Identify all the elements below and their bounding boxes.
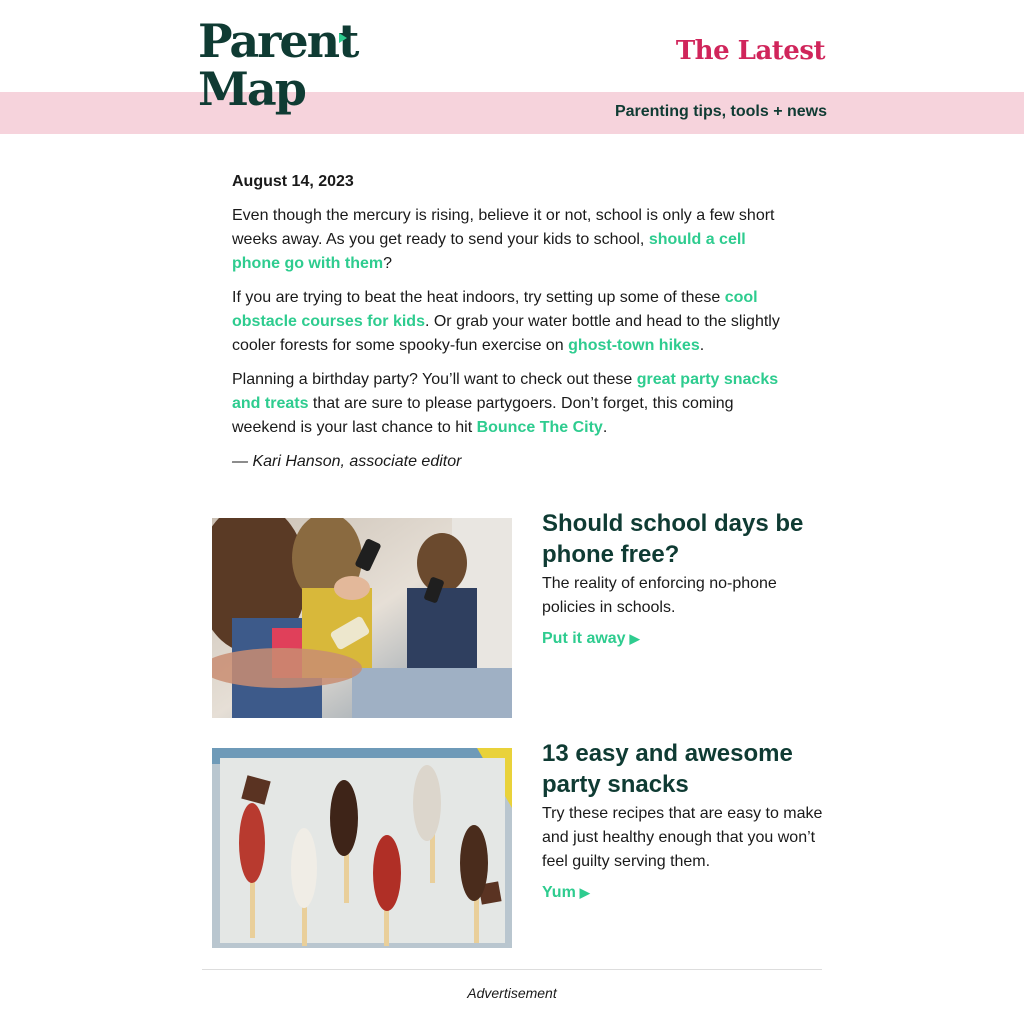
paragraph-text: ?: [383, 255, 392, 272]
party-snacks-image[interactable]: [212, 748, 512, 948]
play-arrow-icon: [339, 33, 347, 43]
bounce-the-city-link[interactable]: Bounce The City: [476, 419, 603, 436]
parentmap-logo[interactable]: [198, 14, 358, 122]
article-description: Try these recipes that are easy to make and just healthy enough that you won’t feel guilty serving them.: [542, 805, 823, 870]
students-phones-image[interactable]: [212, 518, 512, 718]
ghost-town-hikes-link[interactable]: ghost-town hikes: [568, 337, 700, 354]
paragraph-text: .: [602, 419, 608, 436]
intro-letter: [232, 170, 792, 474]
logo-text-parent: Parent: [198, 14, 358, 68]
play-arrow-icon: ▶: [629, 631, 640, 646]
section-title: The Latest: [675, 36, 825, 66]
party-snacks-link[interactable]: great party snacks and treats: [232, 371, 779, 412]
article-description: The reality of enforcing no-phone policies in schools.: [542, 575, 777, 616]
intro-paragraph-2: [232, 286, 792, 358]
paragraph-text: .: [699, 337, 705, 354]
newsletter-header: [0, 0, 1024, 134]
paragraph-text: If you are trying to beat the heat indoors, try setting up some of these: [232, 289, 725, 306]
put-it-away-link[interactable]: [542, 630, 640, 648]
article-text: [542, 738, 824, 902]
article-text: [542, 508, 824, 648]
logo-text-map: Map: [198, 62, 305, 116]
cta-label: Put it away: [542, 630, 626, 647]
divider: [202, 969, 822, 970]
editor-signoff: — Kari Hanson, associate editor: [232, 453, 462, 470]
cta-label: Yum: [542, 884, 576, 901]
tagline-band: [0, 92, 1024, 134]
article-title[interactable]: 13 easy and awesome party snacks: [542, 740, 793, 798]
paragraph-text: . Or grab your water bottle and head to the slightly cooler forests for some spooky-fun exercise on: [232, 313, 780, 354]
paragraph-text: Even though the mercury is rising, believe it or not, school is only a few short weeks away. As you get ready to send your kids to school,: [232, 207, 775, 248]
intro-paragraph-3: [232, 368, 792, 440]
cell-phone-link[interactable]: should a cell phone go with them: [232, 231, 746, 272]
advertisement-label: Advertisement: [467, 985, 557, 1001]
play-arrow-icon: ▶: [579, 885, 590, 900]
article-title[interactable]: Should school days be phone free?: [542, 510, 804, 568]
paragraph-text: that are sure to please partygoers. Don’t forget, this coming weekend is your last chance to hit: [232, 395, 734, 436]
tagline: Parenting tips, tools + news: [614, 103, 827, 120]
obstacle-courses-link[interactable]: cool obstacle courses for kids: [232, 289, 758, 330]
issue-date: August 14, 2023: [232, 173, 354, 190]
intro-paragraph-1: [232, 204, 792, 276]
paragraph-text: Planning a birthday party? You’ll want to check out these: [232, 371, 637, 388]
yum-link[interactable]: [542, 884, 590, 902]
